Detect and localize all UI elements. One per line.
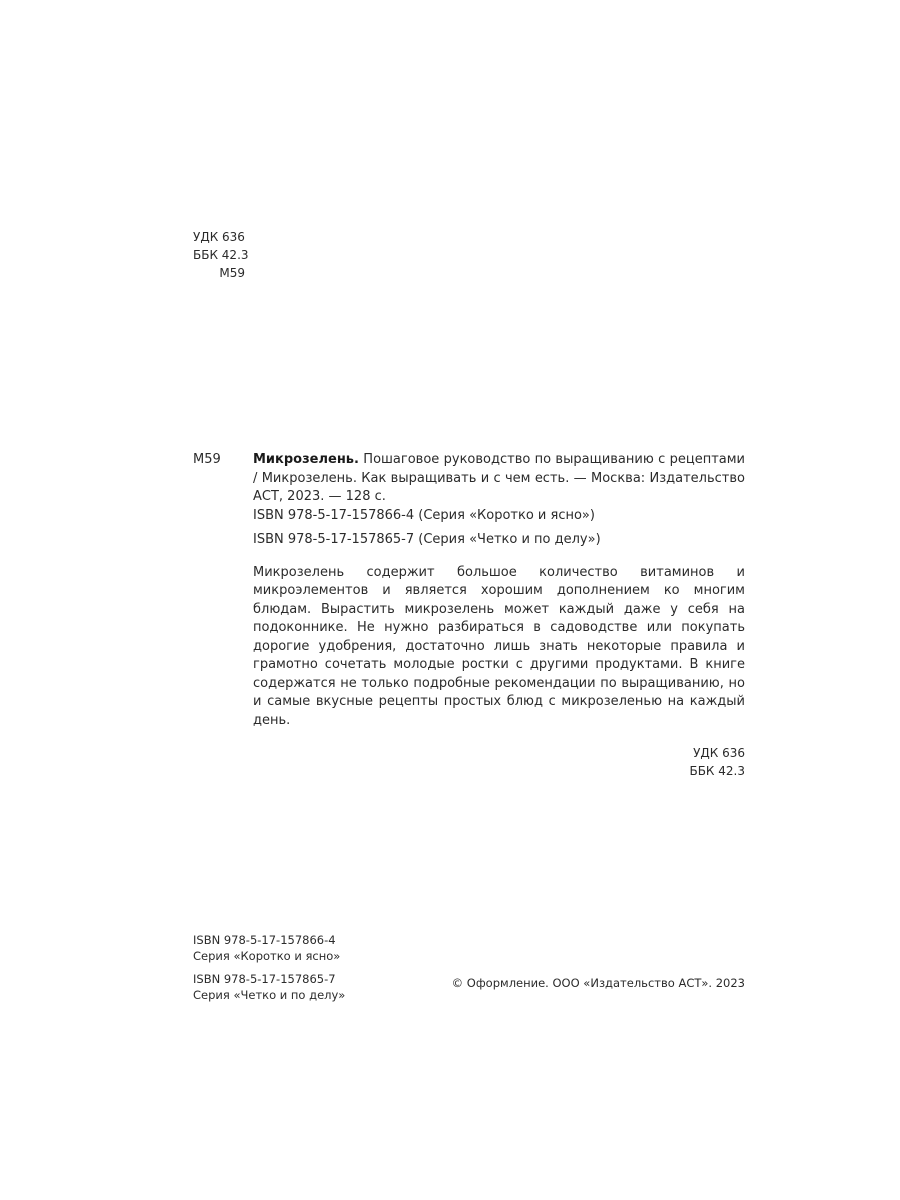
footer-isbn-group-1 — [193, 932, 345, 964]
footer-isbn-2: ISBN 978-5-17-157865-7 — [193, 972, 336, 986]
copyright: © Оформление. ООО «Издательство АСТ». 2023 — [451, 976, 745, 990]
footer-series-2: Серия «Четко и по делу» — [193, 988, 346, 1002]
book-title: Микрозелень. — [253, 452, 359, 467]
top-author-sign: М59 — [219, 266, 245, 280]
top-classification-block — [193, 228, 249, 282]
footer-isbn-block — [193, 932, 345, 1003]
footer-isbn-1: ISBN 978-5-17-157866-4 — [193, 933, 336, 947]
record-isbn-1: ISBN 978-5-17-157866-4 (Серия «Коротко и ясно») — [253, 507, 595, 523]
bibliographic-record — [253, 451, 745, 780]
bibliographic-description — [253, 451, 745, 507]
footer-isbn-group-2 — [193, 971, 345, 1003]
bibliographic-details: Пошаговое руководство по выращиванию с рецептами / Микрозелень. Как выращивать и с чем есть. — Москва: Издательство АСТ, 2023. — 128 с. — [253, 452, 745, 504]
annotation: Микрозелень содержит большое количество витаминов и микроэлементов и является хорошим дополнением ко многим блюдам. Вырастить микрозелень может каждый даже у себя на подоконнике. Не нужно разбираться в садоводстве или покупать дорогие удобрения, достаточно лишь знать некоторые правила и грамотно сочетать молодые ростки с другими продуктами. В книге содержатся не только подробные рекомендации по выращиванию, но и самые вкусные рецепты простых блюд с микрозеленью на каждый день. — [253, 564, 745, 728]
record-bbk: ББК 42.3 — [689, 764, 745, 778]
top-bbk: ББК 42.3 — [193, 248, 249, 262]
top-udk: УДК 636 — [193, 230, 245, 244]
record-classification — [253, 744, 745, 780]
record-author-sign: М59 — [193, 452, 221, 467]
record-udk: УДК 636 — [693, 746, 745, 760]
record-isbn-2: ISBN 978-5-17-157865-7 (Серия «Четко и по делу») — [253, 532, 601, 547]
footer-series-1: Серия «Коротко и ясно» — [193, 949, 341, 963]
